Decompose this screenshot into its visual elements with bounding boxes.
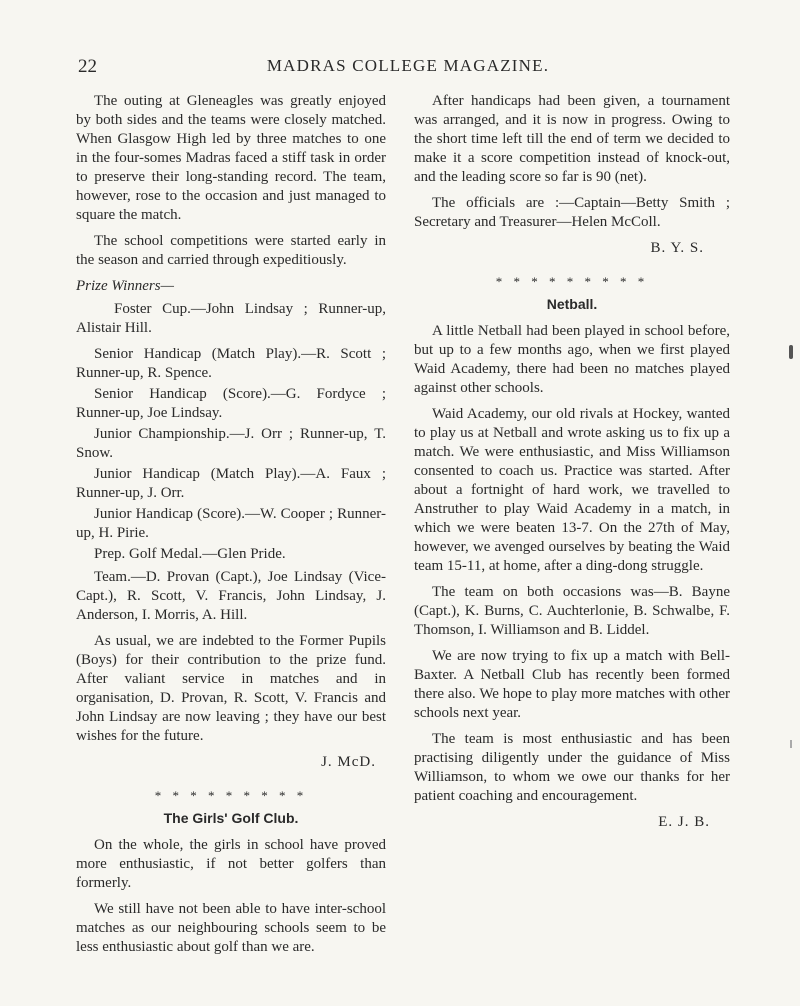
golf-outing-paragraph: The outing at Gleneagles was greatly enjoyed by both sides and the teams were closely matched. When Glasgow High led by three matches to one in the four-somes Madras faced a stiff task in order to preserve their long-standing record. The team, however, rose to the occasion and just managed to square the match. bbox=[76, 93, 386, 223]
prize-item: Team.—D. Provan (Capt.), Joe Lindsay (Vice-Capt.), R. Scott, V. Francis, John Lindsay, J. Anderson, I. Morris, A. Hill. bbox=[76, 569, 386, 623]
prize-item: Senior Handicap (Score).—G. Fordyce ; Runner-up, Joe Lindsay. bbox=[76, 386, 386, 421]
magazine-title: MADRAS COLLEGE MAGAZINE. bbox=[266, 56, 550, 75]
girls-golf-paragraph-2: We still have not been able to have inter-school matches as our neighbouring schools seem to be less enthusiastic about golf than we are. bbox=[76, 901, 386, 955]
binding-mark bbox=[790, 740, 792, 748]
signature-ejb: E. J. B. bbox=[658, 814, 710, 830]
netball-paragraph-1: A little Netball had been played in school before, but up to a few months ago, when we first played Waid Academy, there had been no matches played against other schools. bbox=[414, 323, 730, 396]
section-divider-stars: * * * * * * * * * bbox=[154, 788, 308, 803]
officials-paragraph: The officials are :—Captain—Betty Smith ; Secretary and Treasurer—Helen McColl. bbox=[414, 195, 730, 230]
page-number: 22 bbox=[78, 56, 97, 77]
signature-bys: B. Y. S. bbox=[650, 240, 704, 256]
prize-item: Junior Championship.—J. Orr ; Runner-up, T. Snow. bbox=[76, 426, 386, 461]
girls-golf-club-heading: The Girls' Golf Club. bbox=[163, 810, 299, 826]
handicaps-paragraph: After handicaps had been given, a tournament was arranged, and it is now in progress. Owing to the short time left till the end of term we decided to make it a score competition instead of knock-out, and the leading score so far is 90 (net). bbox=[414, 93, 730, 185]
school-competitions-paragraph: The school competitions were started early in the season and carried through expeditiously. bbox=[76, 233, 386, 268]
enthusiasm-paragraph: The team is most enthusiastic and has been practising diligently under the guidance of Miss Williamson, to whom we owe our thanks for her patient coaching and encouragement. bbox=[414, 731, 730, 804]
bell-baxter-paragraph: We are now trying to fix up a match with Bell-Baxter. A Netball Club has recently been formed there also. We hope to play more matches with other schools next year. bbox=[414, 648, 730, 721]
section-divider-stars: * * * * * * * * * bbox=[495, 274, 649, 289]
prize-list bbox=[76, 300, 386, 625]
binding-mark bbox=[789, 345, 793, 359]
right-column bbox=[414, 92, 730, 846]
signature-jmcd: J. McD. bbox=[321, 754, 376, 770]
prize-item: Foster Cup.—John Lindsay ; Runner-up, Alistair Hill. bbox=[76, 301, 386, 336]
prize-item: Senior Handicap (Match Play).—R. Scott ; Runner-up, R. Spence. bbox=[76, 346, 386, 381]
prize-item: Junior Handicap (Match Play).—A. Faux ; Runner-up, J. Orr. bbox=[76, 466, 386, 501]
page-header bbox=[78, 56, 738, 80]
prize-winners-heading: Prize Winners— bbox=[76, 278, 174, 294]
netball-paragraph-2: Waid Academy, our old rivals at Hockey, wanted to play us at Netball and wrote asking us to fix up a match. We were enthusiastic, and Miss Williamson consented to coach us. Practice was started. After about a fortnight of hard work, we travelled to Anstruther to play Waid Academy in a match, in which we were beaten 13-7. On the 27th of May, however, we avenged ourselves by beating the Waid team 15-11, at home, after a ding-dong struggle. bbox=[414, 406, 730, 574]
prize-item: Prep. Golf Medal.—Glen Pride. bbox=[94, 546, 286, 562]
prize-item: Junior Handicap (Score).—W. Cooper ; Runner-up, H. Pirie. bbox=[76, 506, 386, 541]
thanks-paragraph: As usual, we are indebted to the Former Pupils (Boys) for their contribution to the prize fund. After valiant service in matches and in organisation, D. Provan, R. Scott, V. Francis and John Lindsay are now leaving ; they have our best wishes for the future. bbox=[76, 633, 386, 744]
netball-team-paragraph: The team on both occasions was—B. Bayne (Capt.), K. Burns, C. Auchterlonie, B. Schwalbe, F. Thomson, I. Williamson and B. Liddel. bbox=[414, 584, 730, 638]
girls-golf-paragraph-1: On the whole, the girls in school have proved more enthusiastic, if not better golfers than formerly. bbox=[76, 837, 386, 891]
netball-heading: Netball. bbox=[546, 296, 598, 312]
left-column bbox=[76, 92, 386, 964]
